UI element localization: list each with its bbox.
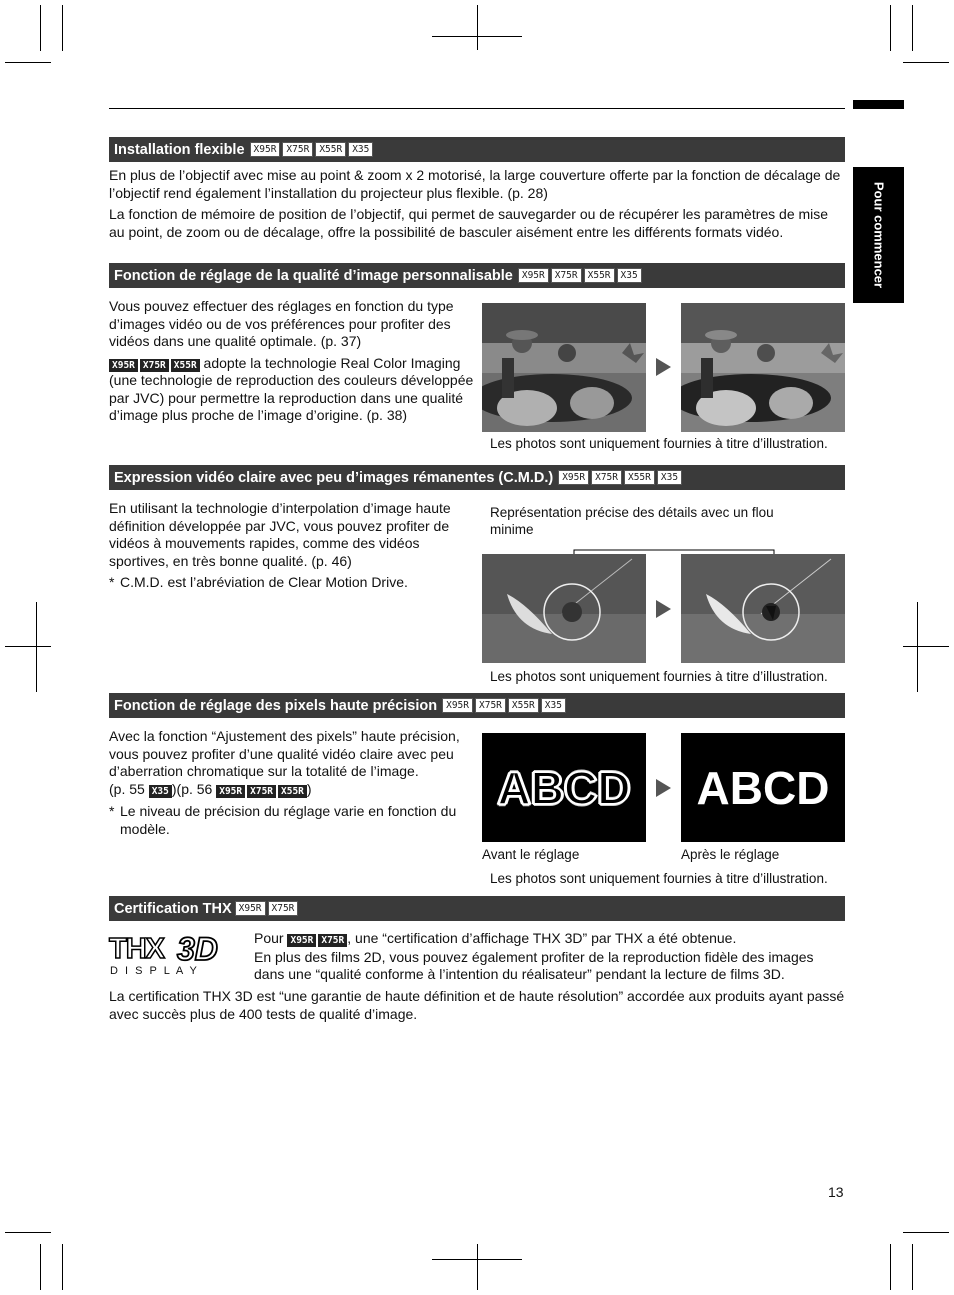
crop-mark [5,62,51,63]
footnote: * Le niveau de précision du réglage varie en fonction du modèle. [109,803,457,837]
model-badge: X95R [250,142,281,157]
crop-mark [477,5,478,50]
footnote-text: C.M.D. est l’abréviation de Clear Motion Drive. [120,574,408,590]
page-number: 13 [828,1184,844,1200]
model-badge: X95R [558,470,589,485]
crop-mark [903,1232,949,1233]
paragraph: Pour X95R X75R , une “certification d’affichage THX 3D” par THX a été obtenue. [254,930,737,946]
logo-display: D I S P L A Y [110,965,199,977]
crop-mark [912,1244,913,1290]
section-body [109,988,849,1023]
model-badge: X55R [584,268,615,283]
section-body [109,298,475,429]
crop-mark [40,1244,41,1290]
photo-caption: Les photos sont uniquement fournies à titre d’illustration. [490,669,828,684]
photo-caption: Les photos sont uniquement fournies à titre d’illustration. [490,871,828,886]
paragraph: Avec la fonction “Ajustement des pixels” haute précision, vous pouvez profiter d’une qualité vidéo claire avec peu d’aberration chromatique sur la totalité de l’image. [109,728,460,779]
paragraph: La certification THX 3D est “une garantie de haute définition et de haute résolution” accordée aux produits ayant passé avec succès plus de 400 tests de qualité d’image. [109,988,845,1022]
section-body [109,167,847,245]
detail-label: Représentation précise des détails avec un flou minime [490,505,774,537]
crop-mark [903,62,949,63]
header-tab-marker [853,100,904,109]
section-title: Installation flexible [114,141,245,158]
crop-mark [5,1232,51,1233]
logo-thx: THX [109,933,164,965]
crop-mark [890,5,891,51]
model-badge: X35 [657,470,682,485]
section-title: Fonction de réglage de la qualité d’image personnalisable [114,267,513,284]
section-heading-installation [109,137,845,162]
model-badge: X95R [442,698,473,713]
model-badge: X95R [235,901,266,916]
crop-mark [890,1244,891,1290]
kitesurf-photo-before [482,554,646,663]
beach-photo-after [681,303,845,432]
model-badge: X35 [541,698,566,713]
crop-mark [912,5,913,51]
model-badge: X75R [140,359,169,372]
section-body [254,930,846,984]
model-badge: X75R [282,142,313,157]
model-badge: X35 [149,785,172,798]
model-badge: X55R [278,785,307,798]
model-badge: X75R [475,698,506,713]
model-badge: X75R [551,268,582,283]
model-badge: X95R [287,934,316,947]
section-body [109,728,471,802]
model-badge: X35 [617,268,642,283]
paragraph: La fonction de mémoire de position de l’objectif, qui permet de sauvegarder ou de récupérer les paramètres de mise au point, de zoom ou de décalage, offre la possibilité de basculer aisément entre les différents formats vidéo. [109,206,829,240]
model-badge: X35 [348,142,373,157]
logo-3d: 3D [177,931,218,967]
thx-3d-display-logo [109,933,249,981]
crop-mark [36,602,37,692]
model-badge: X55R [171,359,200,372]
model-badge: X95R [216,785,245,798]
arrow-right-icon [656,600,671,618]
abcd-image-before: ABCD [482,733,646,842]
crop-mark [477,1244,478,1290]
after-label: Après le réglage [681,847,780,862]
model-badge: X95R [109,359,138,372]
photo-caption: Les photos sont uniquement fournies à titre d’illustration. [490,436,828,451]
side-tab [853,167,904,303]
crop-mark [62,1244,63,1290]
crop-mark [917,602,918,692]
paragraph: En utilisant la technologie d’interpolation d’image haute définition développée par JVC, vous pouvez profiter de vidéos à mouvements rapides, comme des vidéos sportives, en très bonne qualité. (p. 46) [109,500,451,569]
crop-mark [5,646,51,647]
crop-mark [40,5,41,51]
arrow-right-icon [656,779,671,797]
model-badge: X55R [508,698,539,713]
paragraph: En plus de l’objectif avec mise au point & zoom x 2 motorisé, la large couverture offerte par la fonction de décalage de l’objectif rend également l’installation du projecteur plus flexible. (p. 28) [109,167,841,201]
model-badge: X95R [518,268,549,283]
crop-mark [903,646,949,647]
paragraph [109,355,475,425]
model-badge: X75R [268,901,299,916]
section-heading-thx [109,896,845,921]
page-references: (p. 55 X35 )(p. 56 X95R X75R X55R ) [109,780,312,797]
section-heading-cmd [109,465,845,490]
before-label: Avant le réglage [482,847,580,862]
abcd-image-after: ABCD [681,733,845,842]
model-badge: X55R [315,142,346,157]
arrow-right-icon [656,358,671,376]
model-badge: X75R [318,934,347,947]
crop-mark [62,5,63,51]
paragraph: En plus des films 2D, vous pouvez également profiter de la reproduction fidèle des images dans une “qualité conforme à l’intention du réalisateur” pendant la lecture de films 3D. [254,948,814,982]
section-title: Expression vidéo claire avec peu d’images rémanentes (C.M.D.) [114,469,554,486]
model-badge: X75R [591,470,622,485]
header-rule [109,108,845,109]
beach-photo-before [482,303,646,432]
section-title: Fonction de réglage des pixels haute précision [114,697,438,714]
model-badge: X55R [624,470,655,485]
kitesurf-photo-after [681,554,845,663]
model-badge: X75R [247,785,276,798]
side-tab-label: Pour commencer [871,181,886,289]
footnote-text: Le niveau de précision du réglage varie en fonction du modèle. [120,803,457,837]
section-body [109,500,469,574]
footnote: * C.M.D. est l’abréviation de Clear Motion Drive. [109,574,408,590]
section-heading-pixels [109,693,845,718]
paragraph: Vous pouvez effectuer des réglages en fonction du type d’images vidéo ou de vos préférences pour profiter des vidéos dans une qualité optimale. (p. 37) [109,298,454,349]
paragraph-text: adopte la technologie Real Color Imaging (une technologie de reproduction des couleurs développée par JVC) pour permettre la reproduction dans une qualité d’image plus proche de l’image d’origine. (p. 38) [109,354,474,423]
section-title: Certification THX [114,900,232,917]
section-heading-image-quality [109,263,845,288]
